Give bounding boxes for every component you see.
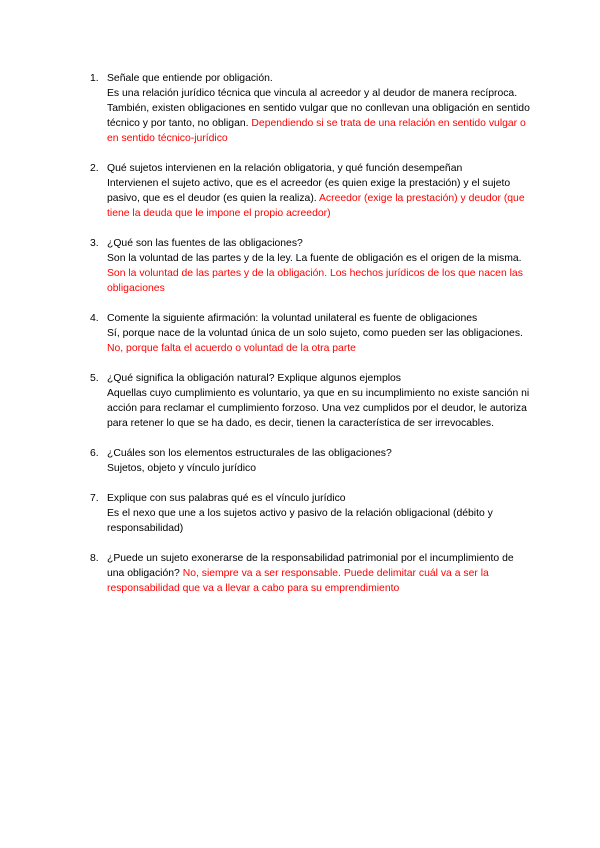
question-item-1 (90, 71, 530, 146)
answer-text: Es el nexo que une a los sujetos activo y pasivo de la relación obligacional (débito y responsabilidad) (107, 508, 493, 534)
correction-text: Son la voluntad de las partes y de la obligación. Los hechos jurídicos de los que nacen las obligaciones (107, 268, 523, 294)
question-item-4 (90, 311, 530, 356)
item-number: 6. (90, 448, 99, 459)
question-text: Señale que entiende por obligación. (107, 73, 273, 84)
item-number: 4. (90, 313, 99, 324)
correction-text: Acreedor (exige la prestación) y deudor (que tiene la deuda que le impone el propio acreedor) (107, 193, 525, 219)
answer-block (107, 506, 530, 536)
question-text: ¿Puede un sujeto exonerarse de la responsabilidad patrimonial por el incumplimiento de una obligación? (107, 553, 514, 579)
question-item-2 (90, 161, 530, 221)
question-item-5 (90, 371, 530, 431)
question-block (107, 551, 530, 596)
answer-block (107, 251, 530, 296)
item-number: 2. (90, 163, 99, 174)
question-text: Explique con sus palabras qué es el vínculo jurídico (107, 493, 346, 504)
answer-block (107, 326, 530, 356)
answer-text: Intervienen el sujeto activo, que es el acreedor (es quien exige la prestación) y el sujeto pasivo, que es el deudor (es quien la realiza). (107, 178, 511, 204)
question-text: Qué sujetos intervienen en la relación obligatoria, y qué función desempeñan (107, 163, 463, 174)
answer-text: Son la voluntad de las partes y de la ley. La fuente de obligación es el origen de la misma. (107, 253, 522, 264)
question-item-8 (90, 551, 530, 596)
correction-text: No, porque falta el acuerdo o voluntad de la otra parte (107, 343, 356, 354)
question-item-3 (90, 236, 530, 296)
item-number: 1. (90, 73, 99, 84)
answer-block (107, 386, 530, 431)
correction-text: Dependiendo si se trata de una relación en sentido vulgar o en sentido técnico-jurídico (107, 118, 526, 144)
answer-block (107, 176, 530, 221)
question-text: ¿Qué son las fuentes de las obligaciones? (107, 238, 303, 249)
question-text: ¿Qué significa la obligación natural? Explique algunos ejemplos (107, 373, 402, 384)
answer-text: Sí, porque nace de la voluntad única de un solo sujeto, como pueden ser las obligaciones. (107, 328, 523, 339)
answer-text: Es una relación jurídico técnica que vincula al acreedor y al deudor de manera recíproca. También, existen obligaciones en sentido vulgar que no conllevan una obligación en sentido técnico y por tanto, no obligan. (107, 88, 530, 129)
item-number: 5. (90, 373, 99, 384)
item-number: 3. (90, 238, 99, 249)
item-number: 7. (90, 493, 99, 504)
item-number: 8. (90, 553, 99, 564)
question-list (90, 71, 530, 611)
question-item-7 (90, 491, 530, 536)
answer-text: Sujetos, objeto y vínculo jurídico (107, 463, 257, 474)
question-text: Comente la siguiente afirmación: la voluntad unilateral es fuente de obligaciones (107, 313, 478, 324)
answer-block (107, 86, 530, 146)
correction-text: No, siempre va a ser responsable. Puede delimitar cuál va a ser la responsabilidad que va a llevar a cabo para su emprendimiento (107, 568, 489, 594)
question-text: ¿Cuáles son los elementos estructurales de las obligaciones? (107, 448, 392, 459)
answer-block (107, 461, 530, 476)
answer-text: Aquellas cuyo cumplimiento es voluntario, ya que en su incumplimiento no existe sanción ni acción para reclamar el cumplimiento forzoso. Una vez cumplidos por el deudor, le autoriza para retener lo que se ha dado, es decir, tienen la característica de ser irrevocables. (107, 388, 530, 429)
question-item-6 (90, 446, 530, 476)
